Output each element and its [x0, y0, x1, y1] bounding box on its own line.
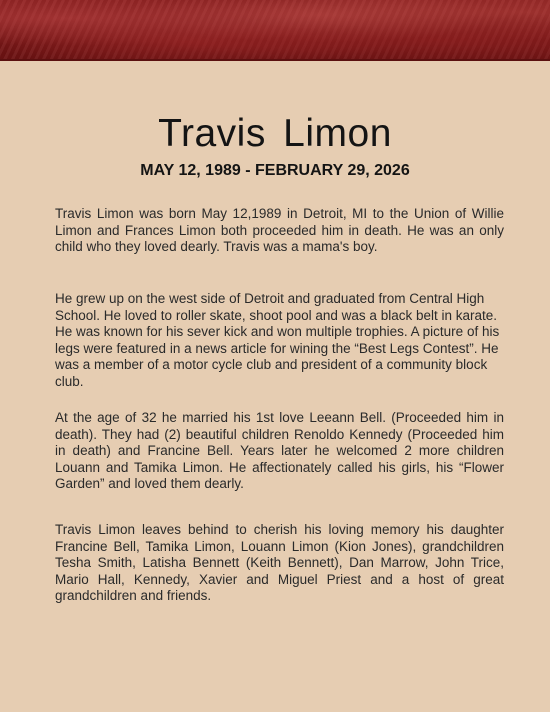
marble-header-banner: [0, 0, 550, 61]
paragraph-youth: He grew up on the west side of Detroit and graduated from Central High School. He loved to roller skate, shoot pool and was a black belt in karate. He was known for his sever kick and won multiple trophies. A picture of his legs were featured in a news article for wining the “Best Legs Contest”. He was a member of a motor cycle club and president of a community block club.: [55, 291, 500, 389]
banner-edge: [0, 59, 550, 61]
paragraph-family: At the age of 32 he married his 1st love Leeann Bell. (Proceeded him in death). They had (2) beautiful children Renoldo Kennedy (Proceeded him in death) and Francine Bell. Years later he welcomed 2 more children Louann and Tamika Limon. He affectionately called his girls, his “Flower Garden” and loved them dearly.: [55, 410, 504, 491]
paragraph-birth: Travis Limon was born May 12,1989 in Detroit, MI to the Union of Willie Limon and Frances Limon both proceeded him in death. He was an only child who they loved dearly. Travis was a mama's boy.: [55, 206, 504, 254]
life-dates: MAY 12, 1989 - FEBRUARY 29, 2026: [140, 162, 410, 179]
paragraph-survivors: Travis Limon leaves behind to cherish his loving memory his daughter Francine Bell, Tamika Limon, Louann Limon (Kion Jones), grandchildren Tesha Smith, Latisha Bennett (Keith Bennett), Dan Marrow, John Trice, Mario Hall, Kennedy, Xavier and Miguel Priest and a host of great grandchildren and friends.: [55, 522, 504, 603]
deceased-name: Travis Limon: [158, 112, 392, 155]
